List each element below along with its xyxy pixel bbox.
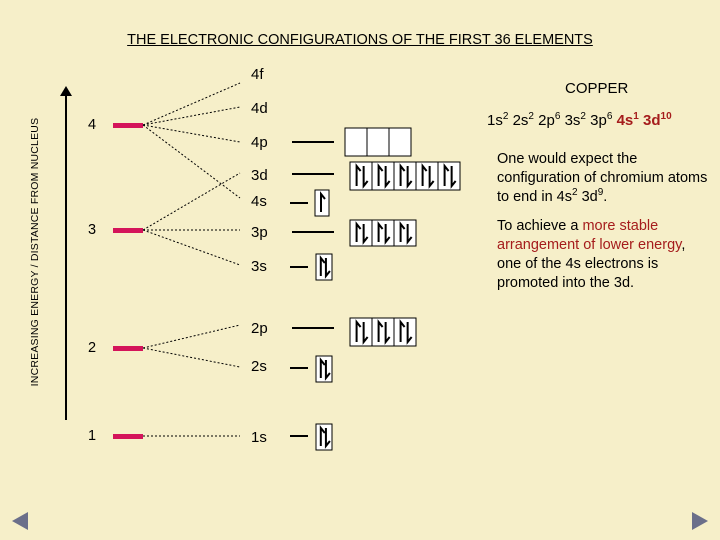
shell-label-2: 2 (88, 340, 97, 356)
sublevel-label-4f: 4f (251, 66, 264, 83)
sublevel-label-4d: 4d (251, 100, 268, 117)
orbital-box-4p-2 (367, 128, 389, 156)
config-2p: 2p (533, 112, 555, 129)
config-3p-count: 6 (606, 111, 613, 122)
connector-2-2s (143, 348, 240, 367)
connector-4-4f (143, 83, 240, 125)
config-3s: 3s (560, 112, 581, 129)
connector-3-3s (143, 230, 240, 265)
shell-label-4: 4 (88, 117, 97, 133)
config-2s-count: 2 (528, 111, 534, 122)
shell-marker-2 (113, 346, 143, 351)
connector-2-2p (143, 325, 240, 348)
config-4s-count: 1 (633, 111, 639, 122)
y-axis-label: INCREASING ENERGY / DISTANCE FROM NUCLEUS (29, 117, 41, 387)
energy-axis-arrowhead (60, 86, 72, 96)
previous-slide-button[interactable] (12, 512, 28, 530)
note-text-c: . (603, 189, 608, 205)
config-2s: 2s (508, 112, 529, 129)
orbital-box-1s-1 (316, 424, 332, 450)
orbital-box-2p-1 (350, 318, 372, 346)
element-name: COPPER (565, 80, 629, 97)
orbital-box-3d-1 (350, 162, 372, 190)
config-1s: 1s (487, 112, 503, 129)
sublevel-label-4p: 4p (251, 134, 268, 151)
config-3s-count: 2 (580, 111, 586, 122)
sublevel-label-4s: 4s (251, 193, 267, 210)
note-text-a: One would expect the configuration of chromium atoms to end in 4s (497, 151, 708, 205)
orbital-box-3s-1 (316, 254, 332, 280)
config-3p: 3p (585, 112, 607, 129)
orbital-box-2s-1 (316, 356, 332, 382)
next-slide-button[interactable] (692, 512, 708, 530)
shell-label-3: 3 (88, 222, 97, 238)
note-text-b: 3d (577, 189, 598, 205)
sublevel-label-3d: 3d (251, 167, 268, 184)
connector-4-4d (143, 107, 240, 125)
explanation-highlight: more stable arrangement of lower energy (497, 218, 682, 253)
orbital-box-3d-4 (416, 162, 438, 190)
sublevel-label-3s: 3s (251, 258, 267, 275)
orbital-box-3p-3 (394, 220, 416, 246)
orbital-box-2p-2 (372, 318, 394, 346)
orbital-box-3p-2 (372, 220, 394, 246)
orbital-box-4p-3 (389, 128, 411, 156)
connector-4-4p (143, 125, 240, 142)
electron-configuration (487, 112, 672, 129)
orbital-box-3d-3 (394, 162, 416, 190)
shell-label-1: 1 (88, 428, 97, 444)
note-sup-a: 2 (571, 187, 578, 199)
shell-marker-3 (113, 228, 143, 233)
sublevel-label-2p: 2p (251, 320, 268, 337)
config-3d: 3d (643, 112, 661, 129)
explanation-text-a: To achieve a (497, 218, 583, 234)
connector-3-3d (143, 173, 240, 230)
orbital-box-4p-1 (345, 128, 367, 156)
sublevel-label-1s: 1s (251, 429, 267, 446)
note-sup-b: 9 (597, 187, 604, 199)
config-1s-count: 2 (502, 111, 509, 122)
page-title: THE ELECTRONIC CONFIGURATIONS OF THE FIRST 36 ELEMENTS (127, 32, 593, 48)
stability-explanation (497, 217, 712, 293)
connector-4-4s (143, 125, 240, 198)
shell-marker-4 (113, 123, 143, 128)
shell-marker-1 (113, 434, 143, 439)
orbital-box-3d-2 (372, 162, 394, 190)
sublevel-label-3p: 3p (251, 224, 268, 241)
config-4s: 4s (616, 112, 634, 129)
sublevel-label-2s: 2s (251, 358, 267, 375)
orbital-box-3p-1 (350, 220, 372, 246)
orbital-box-3d-5 (438, 162, 460, 190)
config-3d-count: 10 (660, 111, 672, 122)
orbital-box-2p-3 (394, 318, 416, 346)
expected-configuration-note (497, 150, 712, 207)
explanation-text-b: , one of the 4s electrons is promoted into the 3d. (497, 237, 686, 291)
config-2p-count: 6 (554, 111, 561, 122)
